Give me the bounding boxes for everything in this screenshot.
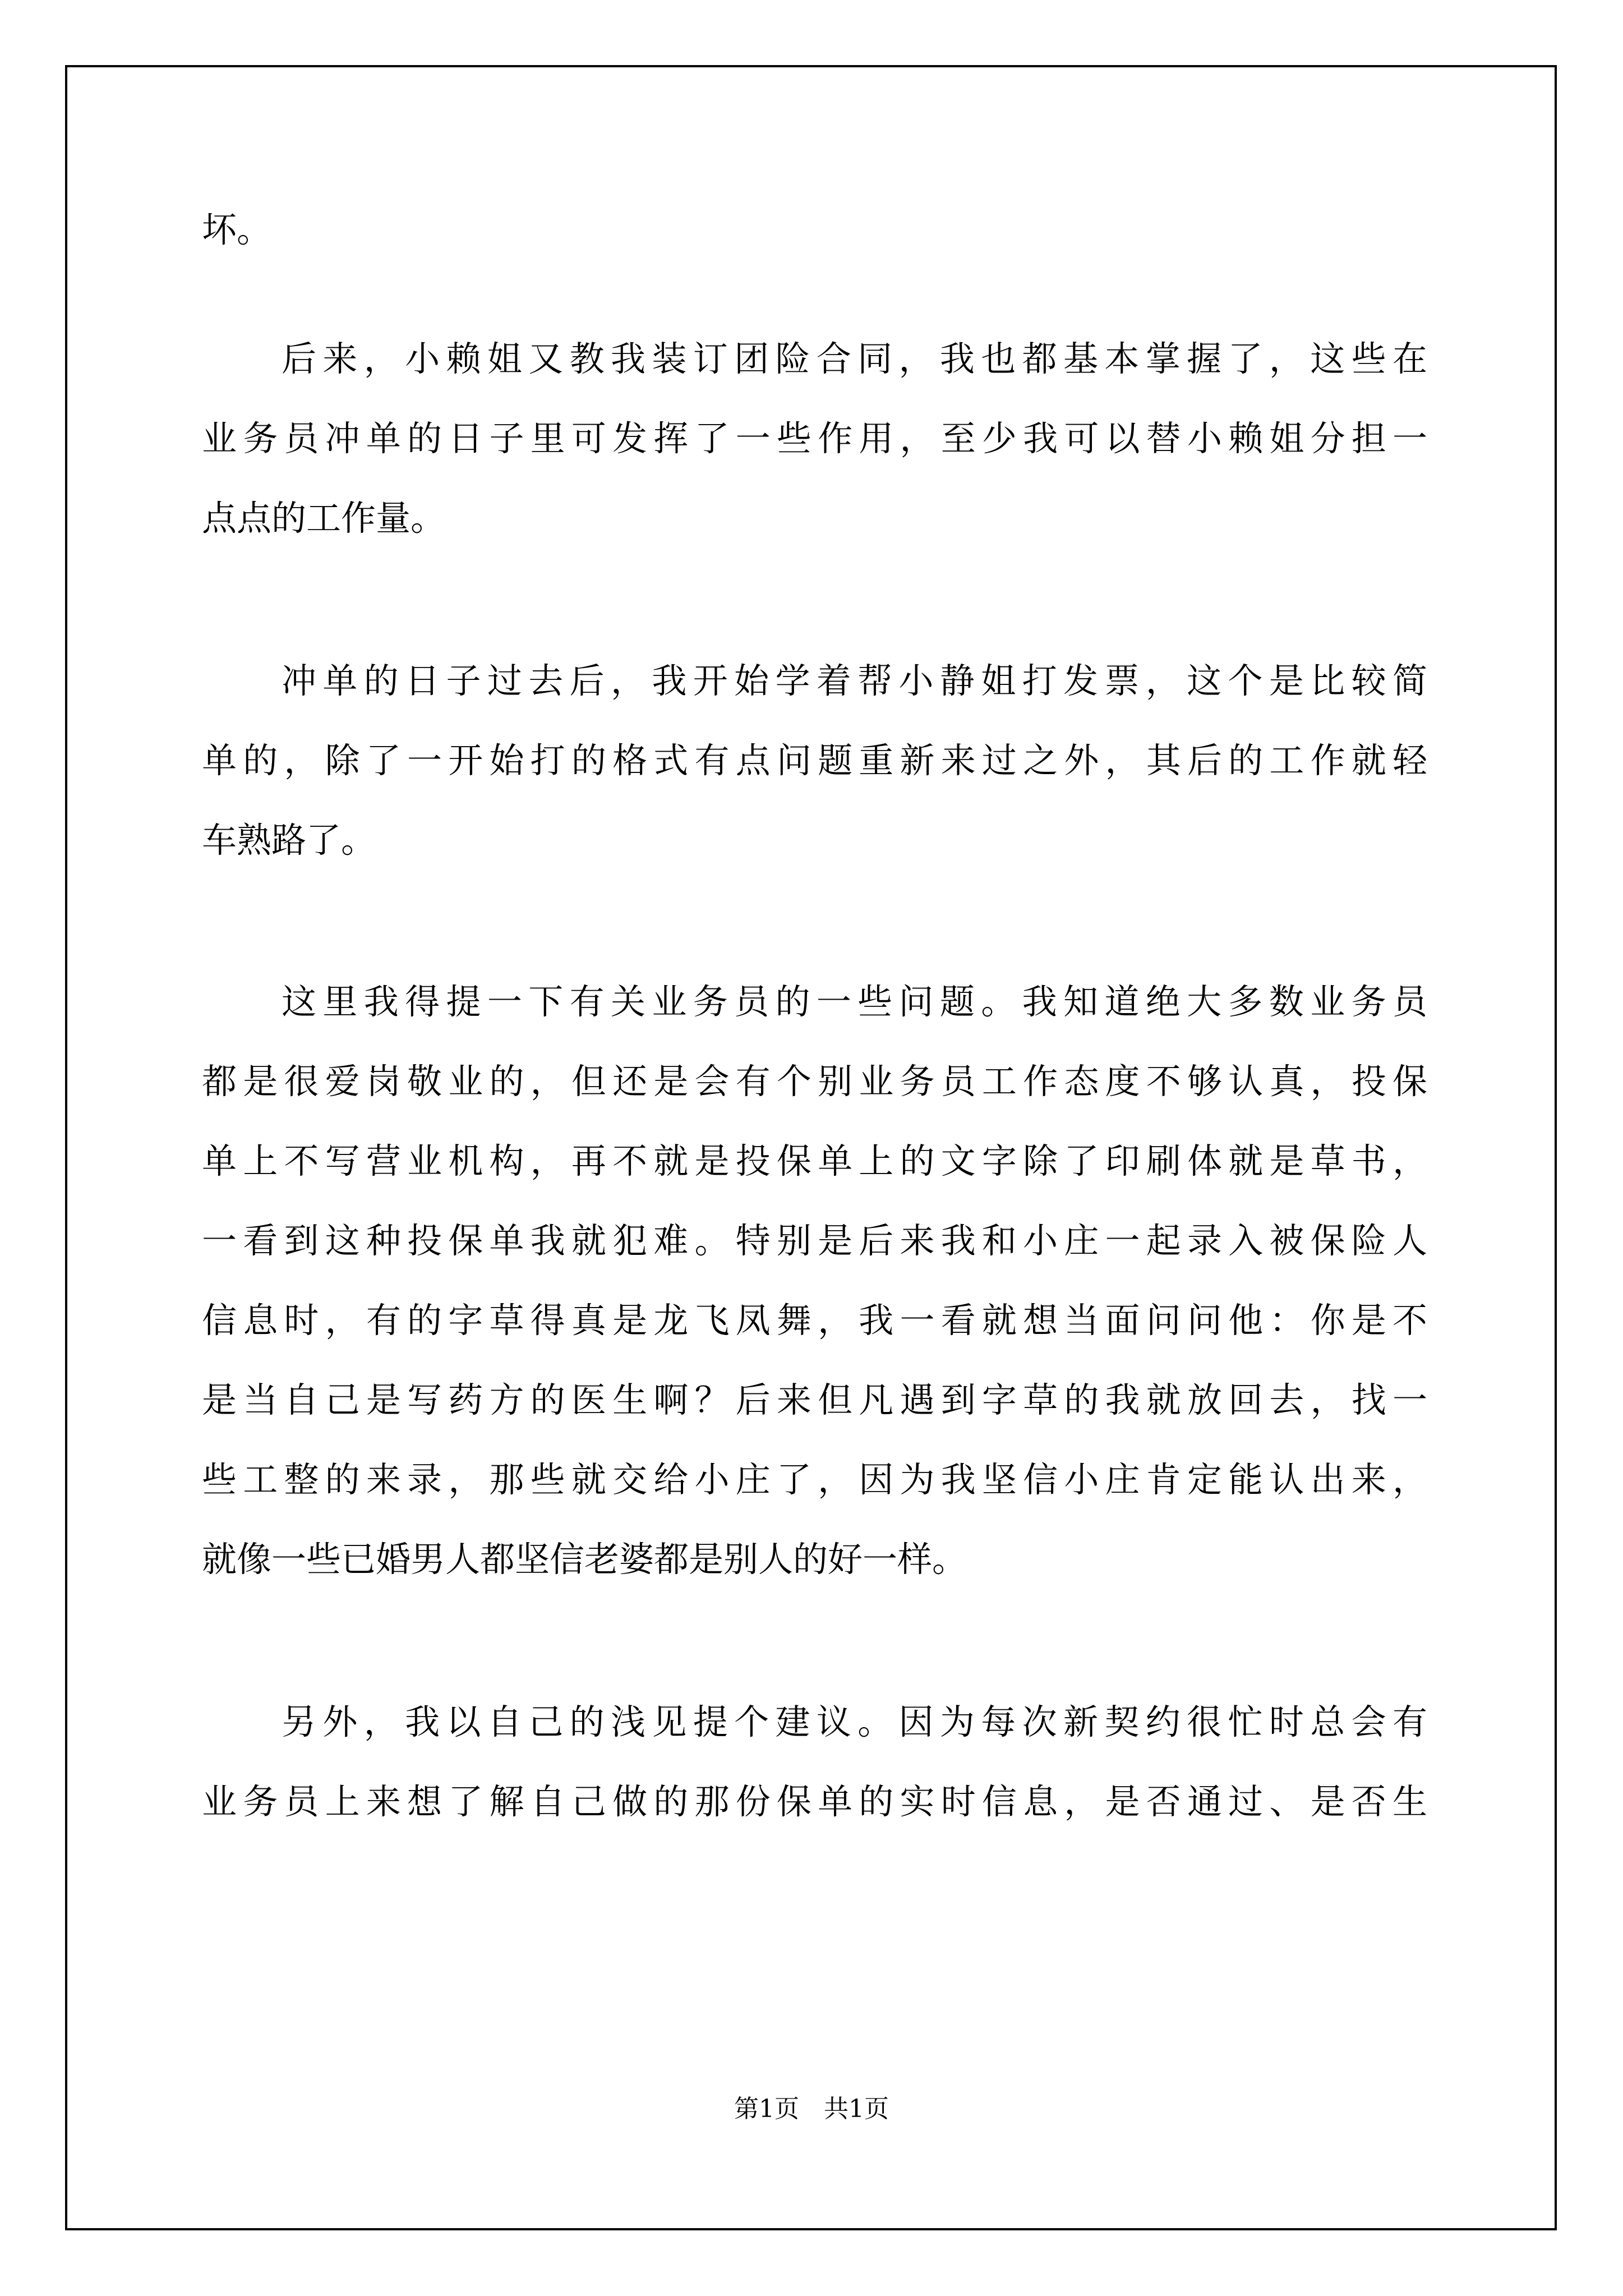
body-line-12: 信息时，有的字草得真是龙飞凤舞，我一看就想当面问问他：你是不 <box>202 1300 1427 1341</box>
body-line-4: 点点的工作量。 <box>202 498 446 539</box>
body-line-16: 另外，我以自己的浅见提个建议。因为每次新契约很忙时总会有 <box>282 1701 1427 1742</box>
body-line-7: 车熟路了。 <box>202 820 376 861</box>
body-line-15: 就像一些已婚男人都坚信老婆都是别人的好一样。 <box>202 1539 967 1580</box>
page-footer: 第1页 共1页 <box>734 2095 889 2123</box>
body-line-13: 是当自己是写药方的医生啊？后来但凡遇到字草的我就放回去，找一 <box>202 1379 1427 1420</box>
body-line-17: 业务员上来想了解自己做的那份保单的实时信息，是否通过、是否生 <box>202 1781 1427 1822</box>
body-line-11: 一看到这种投保单我就犯难。特别是后来我和小庄一起录入被保险人 <box>202 1220 1427 1261</box>
body-line-2: 后来，小赖姐又教我装订团险合同，我也都基本掌握了，这些在 <box>282 338 1427 379</box>
body-line-9: 都是很爱岗敬业的，但还是会有个别业务员工作态度不够认真，投保 <box>202 1061 1427 1102</box>
body-line-14: 些工整的来录，那些就交给小庄了，因为我坚信小庄肯定能认出来， <box>202 1459 1427 1500</box>
body-line-10: 单上不写营业机构，再不就是投保单上的文字除了印刷体就是草书， <box>202 1140 1427 1181</box>
body-line-8: 这里我得提一下有关业务员的一些问题。我知道绝大多数业务员 <box>282 981 1427 1022</box>
body-line-1: 坏。 <box>202 209 272 250</box>
body-line-3: 业务员冲单的日子里可发挥了一些作用，至少我可以替小赖姐分担一 <box>202 418 1427 459</box>
body-line-6: 单的，除了一开始打的格式有点问题重新来过之外，其后的工作就轻 <box>202 740 1427 781</box>
body-line-5: 冲单的日子过去后，我开始学着帮小静姐打发票，这个是比较简 <box>282 660 1427 701</box>
